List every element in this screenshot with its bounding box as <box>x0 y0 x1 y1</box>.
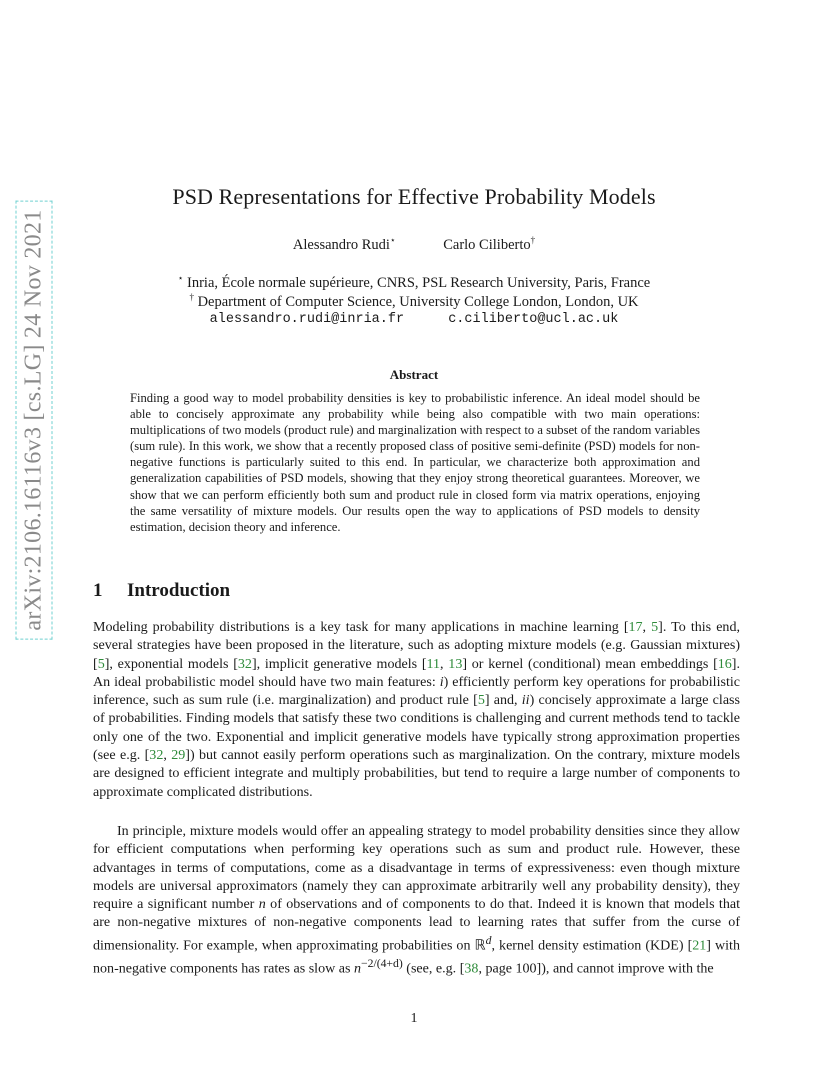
math-symbol: ℝ <box>474 937 486 954</box>
citation-link[interactable]: 5 <box>97 655 105 672</box>
math-variable: n <box>353 960 362 977</box>
text-run: ]. To this end, several strategies have been proposed in the literature, such as adopting mixture models (e.g. Gaussian mixtures) [ <box>93 619 740 672</box>
citation-link[interactable]: 16 <box>717 655 732 672</box>
author <box>443 235 535 254</box>
citation-link[interactable]: 38 <box>464 960 479 977</box>
affiliation-mark: ⋆ <box>177 273 184 283</box>
email-list <box>0 312 828 327</box>
math-exponent: d <box>485 933 492 947</box>
text-run: ] with non-negative components has rates as slow as <box>93 937 740 977</box>
section-number: 1 <box>93 580 103 601</box>
citation-link[interactable]: 5 <box>651 619 659 635</box>
citation-link[interactable]: 21 <box>692 937 707 954</box>
affiliation-text: Department of Computer Science, University College London, London, UK <box>193 293 639 310</box>
text-run: (see, e.g. [ <box>402 960 465 977</box>
citation-link[interactable]: 5 <box>477 692 485 709</box>
text-run: ]) but cannot easily perform operations such as marginalization. On the contrary, mixture models are designed to efficient integrate and multiply probabilities, but tend to require a large number of components to approximate complicated distributions. <box>93 747 740 800</box>
affiliation-text: Inria, École normale supérieure, CNRS, PSL Research University, Paris, France <box>183 274 651 291</box>
text-run: , kernel density estimation (KDE) [ <box>491 937 693 954</box>
text-run: , <box>440 655 449 672</box>
text-run: ], exponential models [ <box>104 655 238 672</box>
citation-link[interactable]: 11 <box>426 655 441 672</box>
paper-title: PSD Representations for Effective Probability Models <box>172 184 656 209</box>
affiliation-mark: † <box>189 292 194 302</box>
text-run: , <box>163 747 172 764</box>
section-heading <box>93 580 230 602</box>
arxiv-stamp[interactable]: arXiv:2106.16116v3 [cs.LG] 24 Nov 2021 <box>21 205 48 634</box>
arxiv-sidebar <box>0 0 60 1072</box>
page-number: 1 <box>410 1011 418 1026</box>
text-run: ] and, <box>484 692 522 709</box>
text-run: ], implicit generative models [ <box>251 655 427 672</box>
author-mark: † <box>530 235 536 245</box>
italic-run: i <box>439 673 444 690</box>
math-variable: n <box>258 896 266 913</box>
paragraph <box>93 822 740 978</box>
text-run: , <box>642 619 652 635</box>
abstract-body: Finding a good way to model probability densities is key to probabilistic inference. An ideal model should be able to concisely approximate any probability while being also compatible with two main operations: multiplications of two models (product rule) and marginalization with respect to a subset of the random variables (sum rule). In this work, we show that a recently proposed class of positive semi-definite (PSD) models for non-negative functions is particularly suited to this end. In particular, we characterize both approximation and generalization capabilities of PSD models, showing that they enjoy strong theoretical guarantees. Moreover, we show that we can perform efficiently both sum and product rule in closed form via matrix operations, enjoying the same versatility of mixture models. Our results open the way to applications of PSD models to density estimation, decision theory and inference. <box>130 391 700 534</box>
email-address[interactable]: alessandro.rudi@inria.fr <box>209 312 405 327</box>
affiliation <box>0 292 828 311</box>
text-run: In principle, mixture models would offer an appealing strategy to model probability densities since they allow for efficient computations when performing key operations such as sum and product rule. However, these advantages in terms of computations, come as a disadvantage in terms of expressiveness: even though mixture models are universal approximators (namely they can approximate arbitrarily well any probability density), they require a significant number <box>93 823 740 913</box>
author <box>293 235 396 254</box>
math-exponent: −2/(4+d) <box>361 956 403 970</box>
text-run: of observations and of components to do that. Indeed it is known that models that are non-negative mixtures of non-negative components lead to learning rates that suffer from the curse of dimensionality. For example, when approximating probabilities on <box>93 896 740 954</box>
paragraph <box>93 618 740 801</box>
text-run: Modeling probability distributions is a key task for many applications in machine learning [ <box>93 619 629 635</box>
text-run: ] or kernel (conditional) mean embeddings [ <box>462 655 718 672</box>
italic-run: ii <box>521 692 530 709</box>
author-list <box>0 235 828 254</box>
text-run: ) efficiently perform key operations for probabilistic inference, such as sum rule (i.e. marginalization) and product rule [ <box>93 673 740 709</box>
author-name: Alessandro Rudi <box>292 236 390 253</box>
author-mark: ⋆ <box>389 235 396 245</box>
email-address[interactable]: c.ciliberto@ucl.ac.uk <box>448 312 619 327</box>
citation-link[interactable]: 17 <box>628 619 643 635</box>
citation-link[interactable]: 29 <box>171 747 186 764</box>
citation-link[interactable]: 32 <box>149 747 164 764</box>
section-title: Introduction <box>127 580 231 601</box>
citation-link[interactable]: 32 <box>237 655 252 672</box>
author-name: Carlo Ciliberto <box>443 236 531 253</box>
citation-link[interactable]: 13 <box>448 655 463 672</box>
text-run: ]. An ideal probabilistic model should have two main features: <box>93 655 740 690</box>
affiliation <box>0 273 828 292</box>
text-run: ) concisely approximate a large class of probabilities. Finding models that satisfy these two conditions is challenging and current methods tend to tackle only one of the two. Exponential and implicit generative models have typically strong approximation properties (see e.g. [ <box>93 692 740 764</box>
text-run: , page 100]), and cannot improve with the <box>478 960 714 977</box>
abstract-heading: Abstract <box>389 367 439 382</box>
